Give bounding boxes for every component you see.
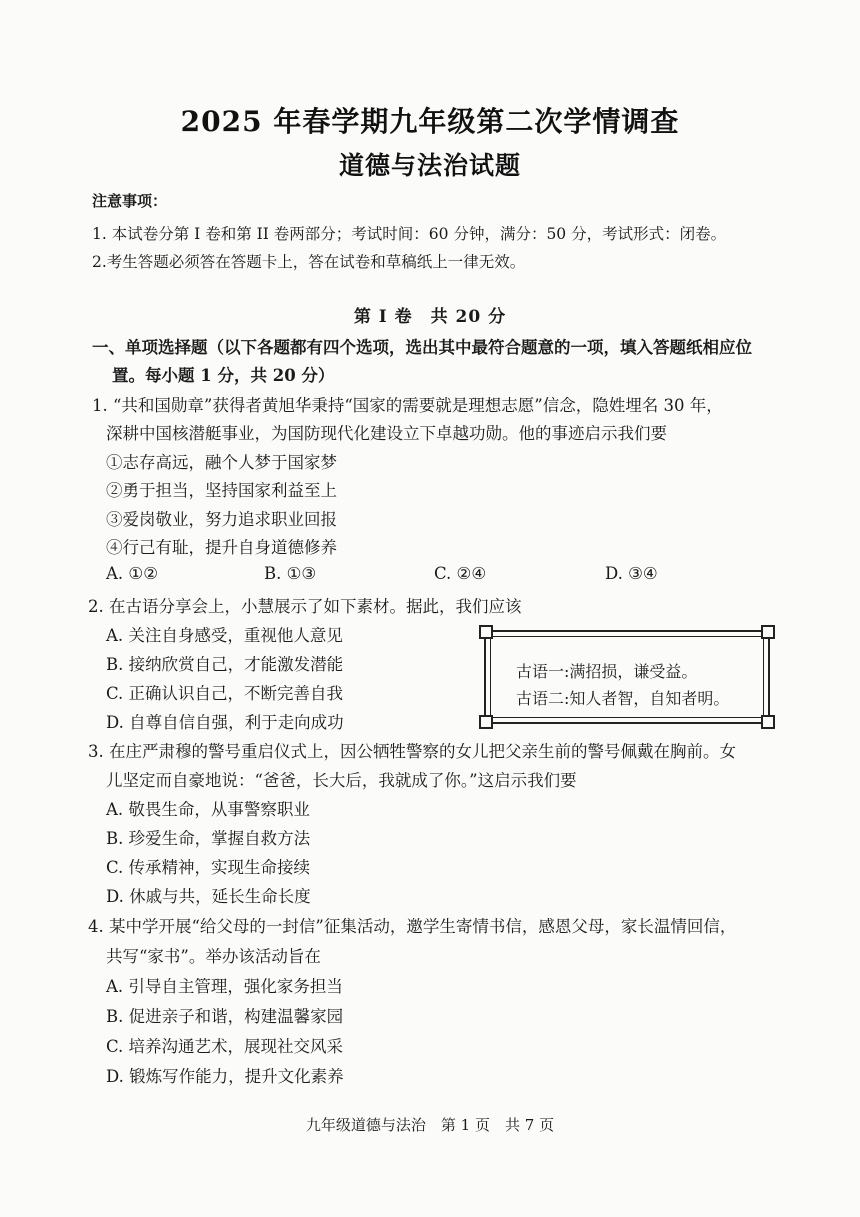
material-line-2: 古语二:知人者智，自知者明。 [516, 689, 730, 708]
q1-statement-4: ④行己有耻，提升自身道德修养 [106, 538, 337, 557]
q4-option-a: A. 引导自主管理，强化家务担当 [106, 977, 343, 996]
q4-option-b: B. 促进亲子和谐，构建温馨家园 [106, 1007, 344, 1026]
box-corner-ornament [479, 715, 493, 729]
page-subtitle: 道德与法治试题 [338, 151, 521, 180]
q1-option-a: A. ①② [106, 564, 158, 583]
q4-option-c: C. 培养沟通艺术，展现社交风采 [106, 1037, 344, 1056]
q3-option-a: A. 敬畏生命，从事警察职业 [106, 800, 310, 819]
q3-option-d: D. 休戚与共，延长生命长度 [106, 887, 311, 906]
section-instruction-line2: 置。每小题 1 分，共 20 分） [112, 366, 335, 385]
q3-option-c: C. 传承精神，实现生命接续 [106, 858, 311, 877]
section-instruction-line1: 一、单项选择题（以下各题都有四个选项，选出其中最符合题意的一项，填入答题纸相应位 [92, 338, 752, 357]
q3-stem-line2: 儿坚定而自豪地说：“爸爸，长大后，我就成了你。”这启示我们要 [106, 771, 577, 790]
box-corner-ornament [761, 625, 775, 639]
page-footer: 九年级道德与法治 第 1 页 共 7 页 [305, 1116, 555, 1134]
box-corner-ornament [761, 715, 775, 729]
material-line-1: 古语一:满招损，谦受益。 [516, 662, 698, 681]
q1-statement-1: ①志存高远，融个人梦于国家梦 [106, 453, 337, 472]
q2-option-b: B. 接纳欣赏自己，才能激发潜能 [106, 655, 344, 674]
q1-stem-line1: 1. “共和国勋章”获得者黄旭华秉持“国家的需要就是理想志愿”信念，隐姓埋名 30 年， [92, 396, 723, 415]
q1-stem-line2: 深耕中国核潜艇事业，为国防现代化建设立下卓越功勋。他的事迹启示我们要 [106, 424, 667, 443]
q2-option-a: A. 关注自身感受，重视他人意见 [106, 626, 343, 645]
page-title: 2025 年春学期九年级第二次学情调查 [180, 105, 680, 138]
q3-stem-line1: 3. 在庄严肃穆的警号重启仪式上，因公牺牲警察的女儿把父亲生前的警号佩戴在胸前。女 [88, 742, 736, 761]
notice-item-1: 1. 本试卷分第 I 卷和第 II 卷两部分；考试时间：60 分钟，满分：50 分，考试形式：闭卷。 [92, 225, 727, 243]
notice-heading: 注意事项： [92, 192, 168, 210]
section-title: 第 I 卷 共 20 分 [353, 307, 507, 327]
q4-stem-line1: 4. 某中学开展“给父母的一封信”征集活动，邀学生寄情书信，感恩父母，家长温情回信， [88, 917, 737, 936]
material-box [484, 630, 770, 724]
q1-statement-2: ②勇于担当，坚持国家利益至上 [106, 481, 337, 500]
q1-option-d: D. ③④ [605, 564, 658, 583]
q2-option-d: D. 自尊自信自强，利于走向成功 [106, 713, 344, 732]
q4-stem-line2: 共写“家书”。举办该活动旨在 [106, 947, 321, 966]
q3-option-b: B. 珍爱生命，掌握自救方法 [106, 829, 311, 848]
q2-stem: 2. 在古语分享会上，小慧展示了如下素材。据此，我们应该 [88, 597, 522, 616]
box-corner-ornament [479, 625, 493, 639]
q2-option-c: C. 正确认识自己，不断完善自我 [106, 684, 344, 703]
notice-item-2: 2.考生答题必须答在答题卡上，答在试卷和草稿纸上一律无效。 [92, 253, 526, 271]
q1-option-b: B. ①③ [264, 564, 317, 583]
q4-option-d: D. 锻炼写作能力，提升文化素养 [106, 1067, 344, 1086]
q1-option-c: C. ②④ [434, 564, 487, 583]
q1-statement-3: ③爱岗敬业，努力追求职业回报 [106, 510, 337, 529]
